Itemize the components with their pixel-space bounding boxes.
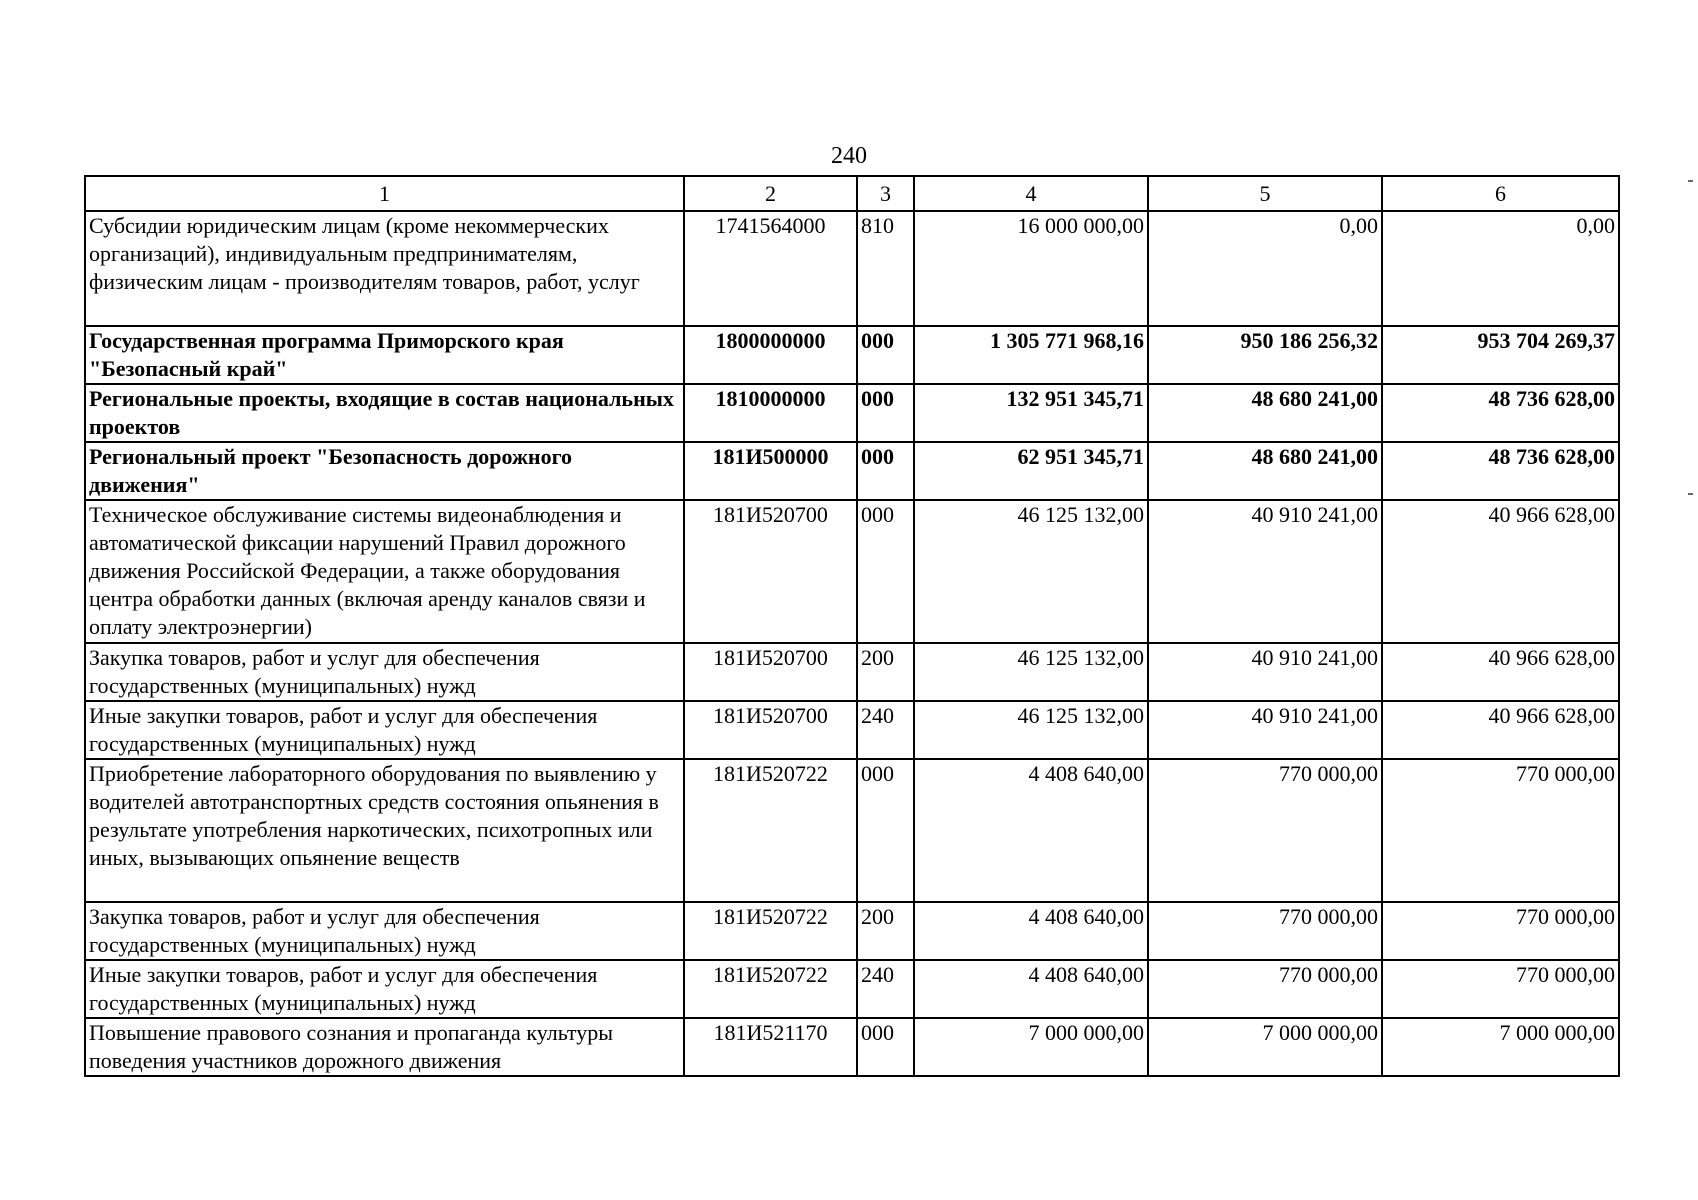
- page-number: 240: [831, 143, 867, 169]
- row-code: 181И520700: [684, 500, 857, 643]
- row-name: Региональные проекты, входящие в состав национальных проектов: [85, 384, 684, 442]
- row-amount-6: 953 704 269,37: [1382, 326, 1619, 384]
- column-header-4: 4: [914, 176, 1148, 211]
- row-type: 810: [857, 211, 914, 326]
- row-amount-5: 770 000,00: [1148, 759, 1382, 902]
- table-row: [85, 326, 1619, 384]
- row-type: 200: [857, 902, 914, 960]
- row-amount-6: 40 966 628,00: [1382, 643, 1619, 701]
- row-code: 181И521170: [684, 1018, 857, 1076]
- row-amount-5: 48 680 241,00: [1148, 442, 1382, 500]
- row-amount-5: 40 910 241,00: [1148, 643, 1382, 701]
- row-type: 200: [857, 643, 914, 701]
- row-amount-6: 0,00: [1382, 211, 1619, 326]
- row-amount-6: 48 736 628,00: [1382, 384, 1619, 442]
- row-amount-4: 7 000 000,00: [914, 1018, 1148, 1076]
- table-header-row: [85, 176, 1619, 211]
- table-row: [85, 701, 1619, 759]
- column-header-6: 6: [1382, 176, 1619, 211]
- row-amount-4: 1 305 771 968,16: [914, 326, 1148, 384]
- row-code: 1810000000: [684, 384, 857, 442]
- row-amount-4: 62 951 345,71: [914, 442, 1148, 500]
- row-type: 000: [857, 442, 914, 500]
- table-row: [85, 759, 1619, 902]
- row-amount-5: 770 000,00: [1148, 902, 1382, 960]
- table-row: [85, 384, 1619, 442]
- row-code: 181И520722: [684, 902, 857, 960]
- row-code: 181И520700: [684, 643, 857, 701]
- row-amount-4: 132 951 345,71: [914, 384, 1148, 442]
- column-header-1: 1: [85, 176, 684, 211]
- row-amount-4: 4 408 640,00: [914, 960, 1148, 1018]
- row-code: 181И520700: [684, 701, 857, 759]
- row-type: 000: [857, 1018, 914, 1076]
- row-amount-4: 46 125 132,00: [914, 643, 1148, 701]
- scan-mark: [1688, 180, 1693, 182]
- row-type: 000: [857, 384, 914, 442]
- row-amount-6: 770 000,00: [1382, 759, 1619, 902]
- row-name: Приобретение лабораторного оборудования по выявлению у водителей автотранспортных средств состояния опьянения в результате употребления наркотических, психотропных или иных, вызывающих опьянение веществ: [85, 759, 684, 902]
- row-name: Региональный проект "Безопасность дорожного движения": [85, 442, 684, 500]
- budget-table: [84, 175, 1620, 1077]
- row-type: 240: [857, 701, 914, 759]
- row-type: 000: [857, 326, 914, 384]
- row-name: Государственная программа Приморского края "Безопасный край": [85, 326, 684, 384]
- row-code: 181И520722: [684, 759, 857, 902]
- row-amount-5: 770 000,00: [1148, 960, 1382, 1018]
- row-amount-5: 48 680 241,00: [1148, 384, 1382, 442]
- row-name: Техническое обслуживание системы видеонаблюдения и автоматической фиксации нарушений Правил дорожного движения Российской Федерации, а также оборудования центра обработки данных (включая аренду каналов связи и оплату электроэнергии): [85, 500, 684, 643]
- row-name: Субсидии юридическим лицам (кроме некоммерческих организаций), индивидуальным предпринимателям, физическим лицам - производителям товаров, работ, услуг: [85, 211, 684, 326]
- row-type: 000: [857, 500, 914, 643]
- column-header-3: 3: [857, 176, 914, 211]
- row-amount-6: 40 966 628,00: [1382, 701, 1619, 759]
- row-amount-5: 40 910 241,00: [1148, 500, 1382, 643]
- row-type: 240: [857, 960, 914, 1018]
- row-amount-6: 7 000 000,00: [1382, 1018, 1619, 1076]
- row-name: Иные закупки товаров, работ и услуг для обеспечения государственных (муниципальных) нужд: [85, 701, 684, 759]
- row-code: 1800000000: [684, 326, 857, 384]
- row-type: 000: [857, 759, 914, 902]
- row-amount-5: 950 186 256,32: [1148, 326, 1382, 384]
- row-amount-6: 40 966 628,00: [1382, 500, 1619, 643]
- row-amount-5: 40 910 241,00: [1148, 701, 1382, 759]
- row-code: 181И500000: [684, 442, 857, 500]
- row-amount-5: 0,00: [1148, 211, 1382, 326]
- row-amount-6: 48 736 628,00: [1382, 442, 1619, 500]
- row-amount-6: 770 000,00: [1382, 902, 1619, 960]
- row-amount-4: 4 408 640,00: [914, 902, 1148, 960]
- table-row: [85, 500, 1619, 643]
- row-amount-4: 46 125 132,00: [914, 500, 1148, 643]
- row-amount-4: 16 000 000,00: [914, 211, 1148, 326]
- table-row: [85, 960, 1619, 1018]
- table-row: [85, 442, 1619, 500]
- row-name: Закупка товаров, работ и услуг для обеспечения государственных (муниципальных) нужд: [85, 643, 684, 701]
- row-name: Закупка товаров, работ и услуг для обеспечения государственных (муниципальных) нужд: [85, 902, 684, 960]
- row-code: 181И520722: [684, 960, 857, 1018]
- table-row: [85, 1018, 1619, 1076]
- row-name: Повышение правового сознания и пропаганда культуры поведения участников дорожного движения: [85, 1018, 684, 1076]
- table-row: [85, 902, 1619, 960]
- row-amount-6: 770 000,00: [1382, 960, 1619, 1018]
- table-row: [85, 211, 1619, 326]
- row-code: 1741564000: [684, 211, 857, 326]
- scan-mark: [1688, 493, 1693, 495]
- column-header-5: 5: [1148, 176, 1382, 211]
- column-header-2: 2: [684, 176, 857, 211]
- row-name: Иные закупки товаров, работ и услуг для обеспечения государственных (муниципальных) нужд: [85, 960, 684, 1018]
- row-amount-4: 4 408 640,00: [914, 759, 1148, 902]
- row-amount-4: 46 125 132,00: [914, 701, 1148, 759]
- row-amount-5: 7 000 000,00: [1148, 1018, 1382, 1076]
- table-row: [85, 643, 1619, 701]
